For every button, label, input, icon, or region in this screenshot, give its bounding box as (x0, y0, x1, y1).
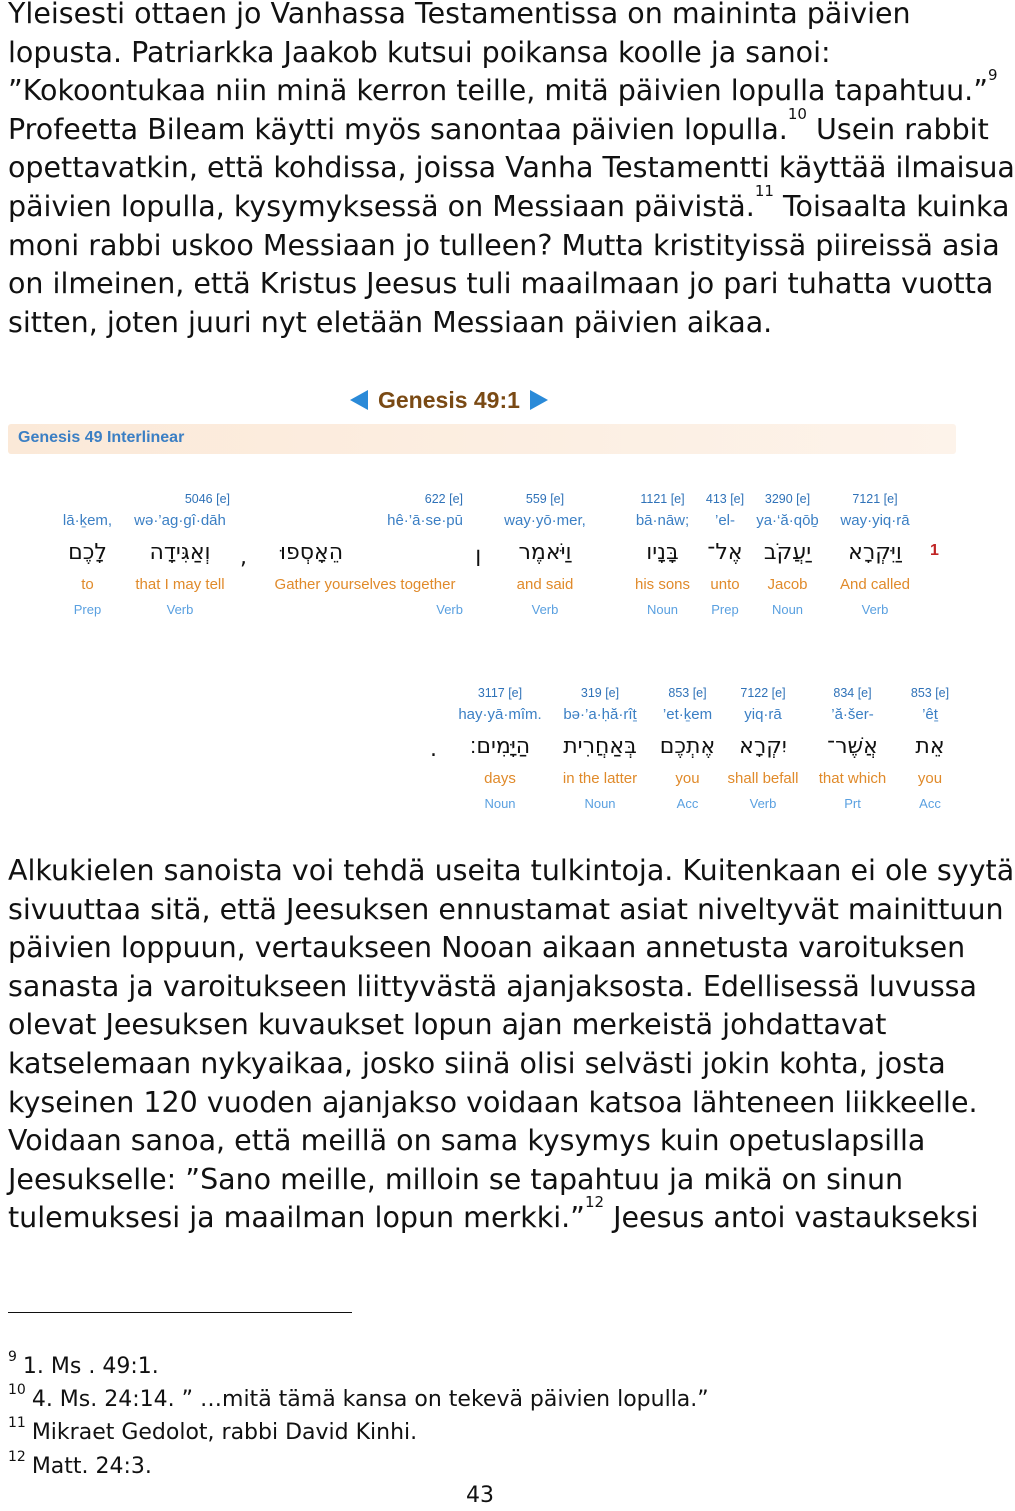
footnote-ref-9[interactable]: 9 (987, 66, 998, 85)
verse-number: 1 (930, 542, 939, 559)
transliteration: hay·yā·mîm. (458, 706, 542, 723)
footnote-text: 4. Ms. 24:14. ” …mitä tämä kansa on tekevä päivien lopulla.” (31, 1387, 709, 1412)
text-line: on ilmeinen, että Kristus Jeesus tuli maailmaan jo pari tuhatta vuotta (8, 267, 994, 301)
part-of-speech: Acc (676, 796, 699, 811)
text-line: tulemuksesi ja maailman lopun merkki.”$^{12}$ Jeesus antoi vastaukseksi (8, 1193, 979, 1235)
interlinear-figure (0, 375, 960, 835)
part-of-speech: Prep (711, 602, 739, 617)
part-of-speech: Verb (861, 602, 889, 617)
part-of-speech: Noun (484, 796, 516, 811)
strongs-number[interactable]: 319 [e] (580, 686, 620, 700)
hebrew-word: וַיֹּאמֶר (518, 540, 572, 565)
part-of-speech: Verb (531, 602, 559, 617)
footnote-text: Mikraet Gedolot, rabbi David Kinhi. (31, 1420, 418, 1445)
interlinear-word[interactable] (545, 684, 655, 816)
strongs-number[interactable]: 834 [e] (833, 686, 872, 700)
hebrew-word: אֵת (915, 734, 945, 759)
strongs-number[interactable]: 622 [e] (424, 492, 463, 506)
punctuation-mark: . (430, 737, 437, 762)
transliteration: wə·’ag·gî·dāh (134, 512, 226, 529)
strongs-number[interactable]: 413 [e] (705, 492, 745, 506)
transliteration: lā·ḵem, (62, 512, 113, 529)
part-of-speech: Prt (844, 796, 861, 811)
transliteration: ’et·ḵem (662, 706, 713, 723)
part-of-speech: Verb (436, 602, 463, 617)
footnote-ref-12[interactable]: 12 (584, 1193, 605, 1212)
interlinear-word[interactable] (445, 684, 555, 816)
text-line: ”Kokoontukaa niin minä kerron teille, mitä päivien lopulla tapahtuu.”$^9$ (8, 66, 998, 108)
part-of-speech: Verb (166, 602, 194, 617)
paragraph-2 (8, 852, 1015, 1238)
transliteration: way·yō·mer, (504, 512, 586, 529)
english-gloss: Jacob (767, 576, 808, 593)
hebrew-word: אֶתְכֶם (659, 734, 716, 759)
text-line: katselemaan nykyaikaa, josko siinä olisi selvästi jokin kohta, josta (8, 1046, 946, 1080)
footnote-separator (8, 1312, 352, 1313)
interlinear-word[interactable] (805, 684, 900, 816)
text-line: lopusta. Patriarkka Jaakob kutsui poikansa koolle ja sanoi: (8, 35, 831, 69)
page-number: 43 (466, 1483, 494, 1508)
transliteration: hê·’ā·se·pū (387, 512, 463, 529)
english-gloss: you (675, 770, 700, 787)
hebrew-word: הֵאָסְפוּ (280, 540, 344, 565)
text-line: sanasta ja varoitukseen liittyvästä ajanjaksosta. Edellisessä luvussa (8, 969, 977, 1003)
interlinear-word[interactable] (255, 490, 475, 622)
footnote (8, 1415, 418, 1448)
text-line: opettavatkin, että kohdissa, joissa Vanha Testamentti käyttää ilmaisua (8, 151, 1015, 185)
verse-title: Genesis 49:1 (378, 386, 520, 413)
text-line: sivuuttaa sitä, että Jeesuksen ennustamat asiat niveltyvät mainittuun (8, 892, 1004, 926)
text-line: Alkukielen sanoista voi tehdä useita tulkintoja. Kuitenkaan ei ole syytä (8, 854, 1015, 887)
hebrew-word: בְּאַחֲרִית (563, 734, 637, 759)
part-of-speech: Noun (584, 796, 616, 811)
chapter-title: Genesis 49 Interlinear (18, 429, 185, 446)
text-line: päivien loppuun, vertaukseen Nooan aikaan annetusta varoituksen (8, 931, 966, 965)
part-of-speech: Noun (771, 602, 804, 617)
interlinear-word[interactable] (50, 490, 125, 622)
text-line: moni rabbi uskoo Messiaan jo tulleen? Mutta kristityissä piireissä asia (8, 228, 1000, 262)
footnote-ref-11[interactable]: 11 (754, 181, 774, 200)
english-gloss: And called (839, 576, 911, 593)
text-line: sitten, joten juuri nyt eletään Messiaan päivien aikaa. (8, 305, 773, 339)
hebrew-word: יִקְרָא (739, 734, 787, 759)
interlinear-word[interactable] (120, 490, 240, 622)
part-of-speech: Prep (73, 602, 102, 617)
verse-navigation (350, 385, 548, 415)
hebrew-word: בָּנָיו (646, 540, 679, 565)
strongs-number[interactable] (50, 490, 125, 508)
transliteration: ’ă·šer- (831, 706, 874, 723)
transliteration: bā·nāw; (635, 512, 690, 529)
next-arrow-icon[interactable] (530, 390, 548, 410)
text-line: Jeesukselle: ”Sano meille, milloin se tapahtuu ja mikä on sinun (8, 1162, 904, 1196)
english-gloss: and said (516, 576, 574, 593)
transliteration: way·yiq·rā (840, 512, 910, 529)
text-line: olevat Jeesuksen kuvaukset lopun ajan merkeistä johdattavat (8, 1008, 887, 1042)
strongs-number[interactable]: 1121 [e] (640, 492, 685, 506)
hebrew-word: לָכֶם (68, 540, 107, 565)
punctuation-mark: , (240, 545, 247, 570)
text-line: Voidaan sanoa, että meillä on sama kysymys kuin opetuslapsilla (8, 1124, 926, 1158)
english-gloss: that which (818, 770, 887, 787)
footnote-text: 1. Ms . 49:1. (22, 1354, 159, 1379)
transliteration: ’êṯ (922, 706, 938, 723)
interlinear-word[interactable] (645, 684, 730, 816)
strongs-number[interactable]: 7121 [e] (852, 492, 898, 506)
part-of-speech: Noun (646, 602, 679, 617)
strongs-number[interactable]: 3290 [e] (764, 492, 811, 506)
strongs-number[interactable]: 7122 [e] (740, 686, 786, 700)
english-gloss: that I may tell (135, 576, 225, 593)
transliteration: bə·’a·ḥă·rîṯ (563, 706, 637, 723)
strongs-number[interactable]: 3117 [e] (477, 686, 523, 700)
footnote (8, 1449, 152, 1482)
strongs-number[interactable]: 853 [e] (910, 686, 950, 700)
hebrew-word: אֲשֶׁר־ (827, 734, 878, 759)
paragraph-1 (8, 0, 1015, 342)
text-line: Profeetta Bileam käytti myös sanontaa päivien lopulla.$^{10}$ Usein rabbit (8, 104, 989, 146)
footnote (8, 1382, 709, 1415)
english-gloss: unto (710, 576, 740, 593)
text-line: kyseinen 120 vuoden ajanjakso voidaan katsoa lähteneen liikkeelle. (8, 1085, 978, 1119)
hebrew-word: וְאַגִּידָה (149, 540, 211, 565)
part-of-speech: Verb (749, 796, 777, 811)
hebrew-word: יַעֲקֹב (763, 540, 812, 565)
hebrew-word: וַיִּקְרָא (848, 540, 902, 565)
english-gloss: you (917, 770, 943, 787)
footnote-number: 10 (8, 1382, 26, 1398)
footnote-text: Matt. 24:3. (31, 1454, 152, 1479)
interlinear-word[interactable] (490, 490, 600, 622)
chapter-header-bar (8, 424, 956, 454)
footnote (8, 1349, 159, 1382)
hebrew-word: הַיָּמִים׃ (469, 734, 531, 759)
english-gloss: Gather yourselves together (274, 576, 456, 593)
hebrew-word: אֶל־ (707, 540, 743, 565)
transliteration: ’el- (714, 512, 735, 529)
text-line: Yleisesti ottaen jo Vanhassa Testamentissa on maininta päivien (8, 0, 911, 30)
footnote-ref-10[interactable]: 10 (787, 104, 807, 123)
interlinear-word[interactable] (620, 490, 705, 622)
english-gloss: shall befall (727, 770, 799, 787)
english-gloss: to (81, 576, 94, 593)
strongs-number[interactable]: 853 [e] (668, 686, 707, 700)
text-line: päivien lopulla, kysymyksessä on Messiaan päivistä.$^{11}$ Toisaalta kuinka (8, 181, 1010, 223)
punctuation-mark: ׀ (475, 545, 482, 570)
strongs-number[interactable]: 559 [e] (525, 492, 565, 506)
transliteration: yiq·rā (744, 706, 782, 723)
transliteration: ya·‘ă·qōḇ (756, 512, 819, 529)
footnote-number: 12 (8, 1449, 26, 1465)
interlinear-word[interactable] (895, 684, 965, 816)
part-of-speech: Acc (919, 796, 941, 811)
english-gloss: his sons (634, 576, 691, 593)
interlinear-word[interactable] (820, 490, 930, 622)
footnote-number: 9 (8, 1349, 17, 1365)
english-gloss: in the latter (562, 770, 638, 787)
previous-arrow-icon[interactable] (350, 390, 368, 410)
english-gloss: days (484, 770, 516, 787)
strongs-number[interactable]: 5046 [e] (184, 492, 230, 506)
footnote-number: 11 (8, 1415, 26, 1431)
